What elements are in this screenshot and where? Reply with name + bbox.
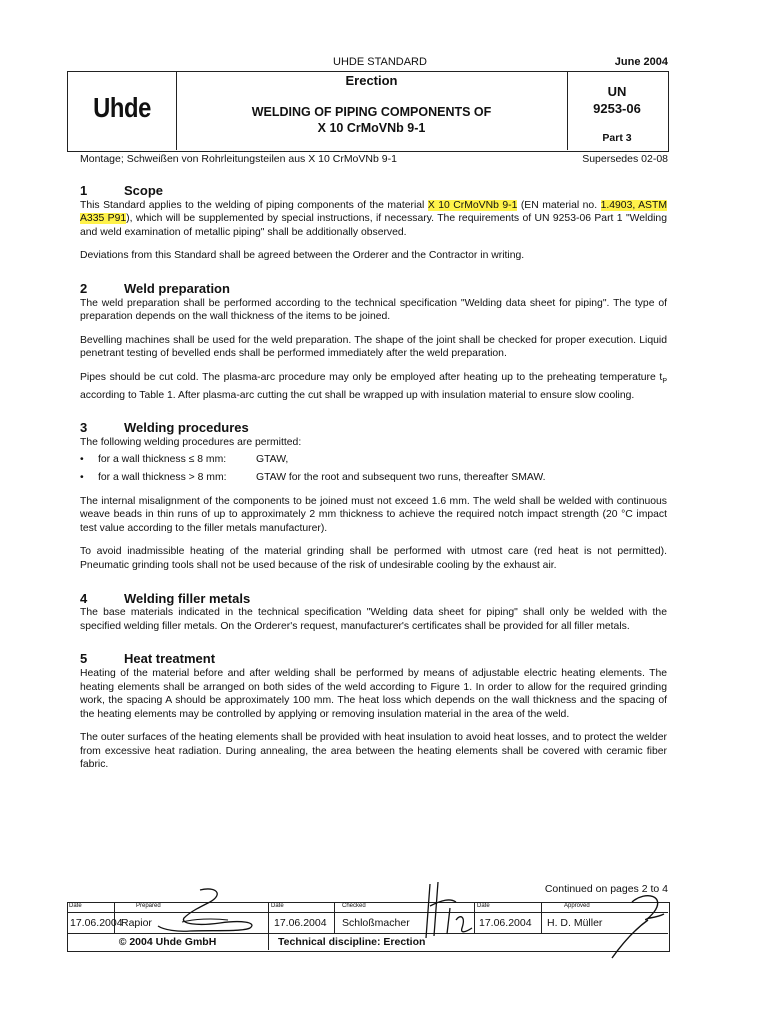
continued-note: Continued on pages 2 to 4 bbox=[544, 883, 668, 895]
category-label: Erection bbox=[345, 73, 398, 88]
uhde-logo: Uhde bbox=[93, 92, 151, 123]
title-line-2: X 10 CrMoVNb 9-1 bbox=[317, 121, 426, 135]
section-title: Welding procedures bbox=[124, 420, 249, 436]
technical-discipline: Technical discipline: Erection bbox=[278, 936, 426, 948]
bullet-label: for a wall thickness > 8 mm: bbox=[98, 471, 227, 483]
text-run: Pipes should be cut cold. The plasma-arc procedure may only be employed after heating up to the preheating temperature t bbox=[80, 371, 663, 383]
signature-checked bbox=[420, 880, 480, 944]
date-label: Date bbox=[271, 903, 284, 909]
checked-date: 17.06.2004 bbox=[274, 917, 327, 929]
bullet-icon: • bbox=[80, 471, 84, 483]
part-label: Part 3 bbox=[602, 132, 632, 144]
section-number: 3 bbox=[80, 420, 88, 436]
section-number: 4 bbox=[80, 590, 88, 606]
section-number: 1 bbox=[80, 183, 88, 198]
german-title: Montage; Schweißen von Rohrleitungsteilen aus X 10 CrMoVNb 9-1 bbox=[80, 153, 397, 165]
text-run: (EN material no. bbox=[517, 199, 601, 211]
signature-approved bbox=[590, 890, 680, 960]
title-line-1: WELDING OF PIPING COMPONENTS OF bbox=[251, 105, 492, 119]
section-number: 5 bbox=[80, 651, 88, 667]
bullet-value: GTAW, bbox=[256, 454, 289, 466]
procedures-paragraph-2: To avoid inadmissible heating of the material grinding shall be performed with utmost care (red heat is not permitted). Pneumatic grinding tools shall not be used because of the risk of undesirable cooling by the exhaust air. bbox=[80, 546, 667, 571]
scope-paragraph-1 bbox=[80, 199, 667, 240]
section-heading-welding-procedures bbox=[80, 421, 667, 435]
section-title: Heat treatment bbox=[124, 651, 216, 667]
prepared-name: Rapior bbox=[121, 917, 152, 929]
list-item bbox=[80, 453, 667, 467]
date-label: Date bbox=[477, 903, 490, 909]
scope-paragraph-2: Deviations from this Standard shall be agreed between the Orderer and the Contractor in writing. bbox=[80, 250, 525, 262]
bullet-icon: • bbox=[80, 454, 84, 466]
section-heading-heat-treatment bbox=[80, 652, 667, 666]
approved-label: Approved bbox=[564, 903, 590, 909]
checked-name: Schloßmacher bbox=[342, 917, 410, 929]
table-divider bbox=[541, 902, 542, 933]
supersedes-label: Supersedes 02-08 bbox=[582, 153, 668, 165]
procedures-intro: The following welding procedures are permitted: bbox=[80, 436, 302, 448]
highlighted-material-number: 1.4903, ASTM A335 P91 bbox=[80, 199, 667, 225]
copyright: © 2004 Uhde GmbH bbox=[118, 936, 217, 948]
approved-date: 17.06.2004 bbox=[479, 917, 532, 929]
weld-prep-paragraph-3 bbox=[80, 371, 667, 402]
section-heading-weld-preparation bbox=[80, 282, 667, 296]
issue-date: June 2004 bbox=[614, 56, 668, 68]
text-run: This Standard applies to the welding of piping components of the material bbox=[80, 199, 428, 211]
heat-paragraph-2: The outer surfaces of the heating elements shall be provided with heat insulation to avoid heat losses, and to protect the welder from excessive heat radiation. During annealing, the area between the heating elements shall be covered with ceramic fiber fabric. bbox=[80, 732, 667, 771]
checked-label: Checked bbox=[342, 903, 366, 909]
list-item bbox=[80, 471, 667, 485]
text-run: ), which will be supplemented by special instructions, if necessary. The requirements of UN 9253-06 Part 1 "Welding and weld examination of metallic piping" shall be additionally observed. bbox=[80, 213, 667, 238]
procedures-paragraph-1: The internal misalignment of the components to be joined must not exceed 1.6 mm. The weld shall be welded with continuous weave beads in thin runs of up to approximately 2 mm thickness to achieve the required notch impact strength (20 °C impact test value according to the filler metals manufacturer). bbox=[80, 495, 667, 534]
bullet-value: GTAW for the root and subsequent two runs, thereafter SMAW. bbox=[256, 471, 546, 483]
section-heading-filler-metals bbox=[80, 592, 667, 606]
text-run: according to Table 1. After plasma-arc cutting the cut shall be wrapped up with insulation material to ensure slow cooling. bbox=[80, 389, 635, 401]
highlighted-material: X 10 CrMoVNb 9-1 bbox=[427, 199, 518, 211]
weld-prep-paragraph-1: The weld preparation shall be performed according to the technical specification "Welding data sheet for piping". The type of preparation depends on the wall thickness of the items to be joined. bbox=[80, 297, 667, 323]
signature-prepared bbox=[150, 886, 270, 936]
section-heading-scope bbox=[80, 184, 667, 198]
table-divider bbox=[334, 902, 335, 933]
doc-number: 9253-06 bbox=[593, 101, 641, 116]
section-title: Weld preparation bbox=[124, 280, 230, 296]
filler-paragraph-1: The base materials indicated in the technical specification "Welding data sheet for piping" shall only be welded with the specified welding filler metals. On the Orderer's request, manufacturer's certificates shall be provided for all filler metals. bbox=[80, 607, 667, 632]
weld-prep-paragraph-2: Bevelling machines shall be used for the weld preparation. The shape of the joint shall be checked for proper execution. Liquid penetrant testing of bevelled ends shall be performed immediately after the weld preparation. bbox=[80, 334, 667, 360]
section-title: Scope bbox=[124, 183, 164, 198]
date-label: Date bbox=[69, 903, 82, 909]
subscript: P bbox=[662, 378, 667, 386]
doc-prefix: UN bbox=[607, 84, 627, 99]
heat-paragraph-1: Heating of the material before and after welding shall be performed by means of adjustable electric heating elements. The heating elements shall be arranged on both sides of the weld according to Figure 1. In order to allow for the required grinding work, the spacing A should be approximately 100 mm. The heat loss which depends on the wall thickness and the spacing of the heating elements may be controlled by applying or removing insulation material in the area of the weld. bbox=[80, 667, 667, 720]
prepared-label: Prepared bbox=[136, 903, 161, 909]
section-number: 2 bbox=[80, 280, 88, 296]
document-number bbox=[567, 83, 667, 117]
bullet-label: for a wall thickness ≤ 8 mm: bbox=[98, 454, 227, 466]
section-title: Welding filler metals bbox=[124, 590, 251, 606]
document-body bbox=[80, 184, 667, 782]
prepared-date: 17.06.2004 bbox=[70, 917, 123, 929]
standard-label: UHDE STANDARD bbox=[333, 56, 427, 68]
document-title bbox=[176, 104, 567, 136]
approved-name: H. D. Müller bbox=[547, 917, 603, 929]
